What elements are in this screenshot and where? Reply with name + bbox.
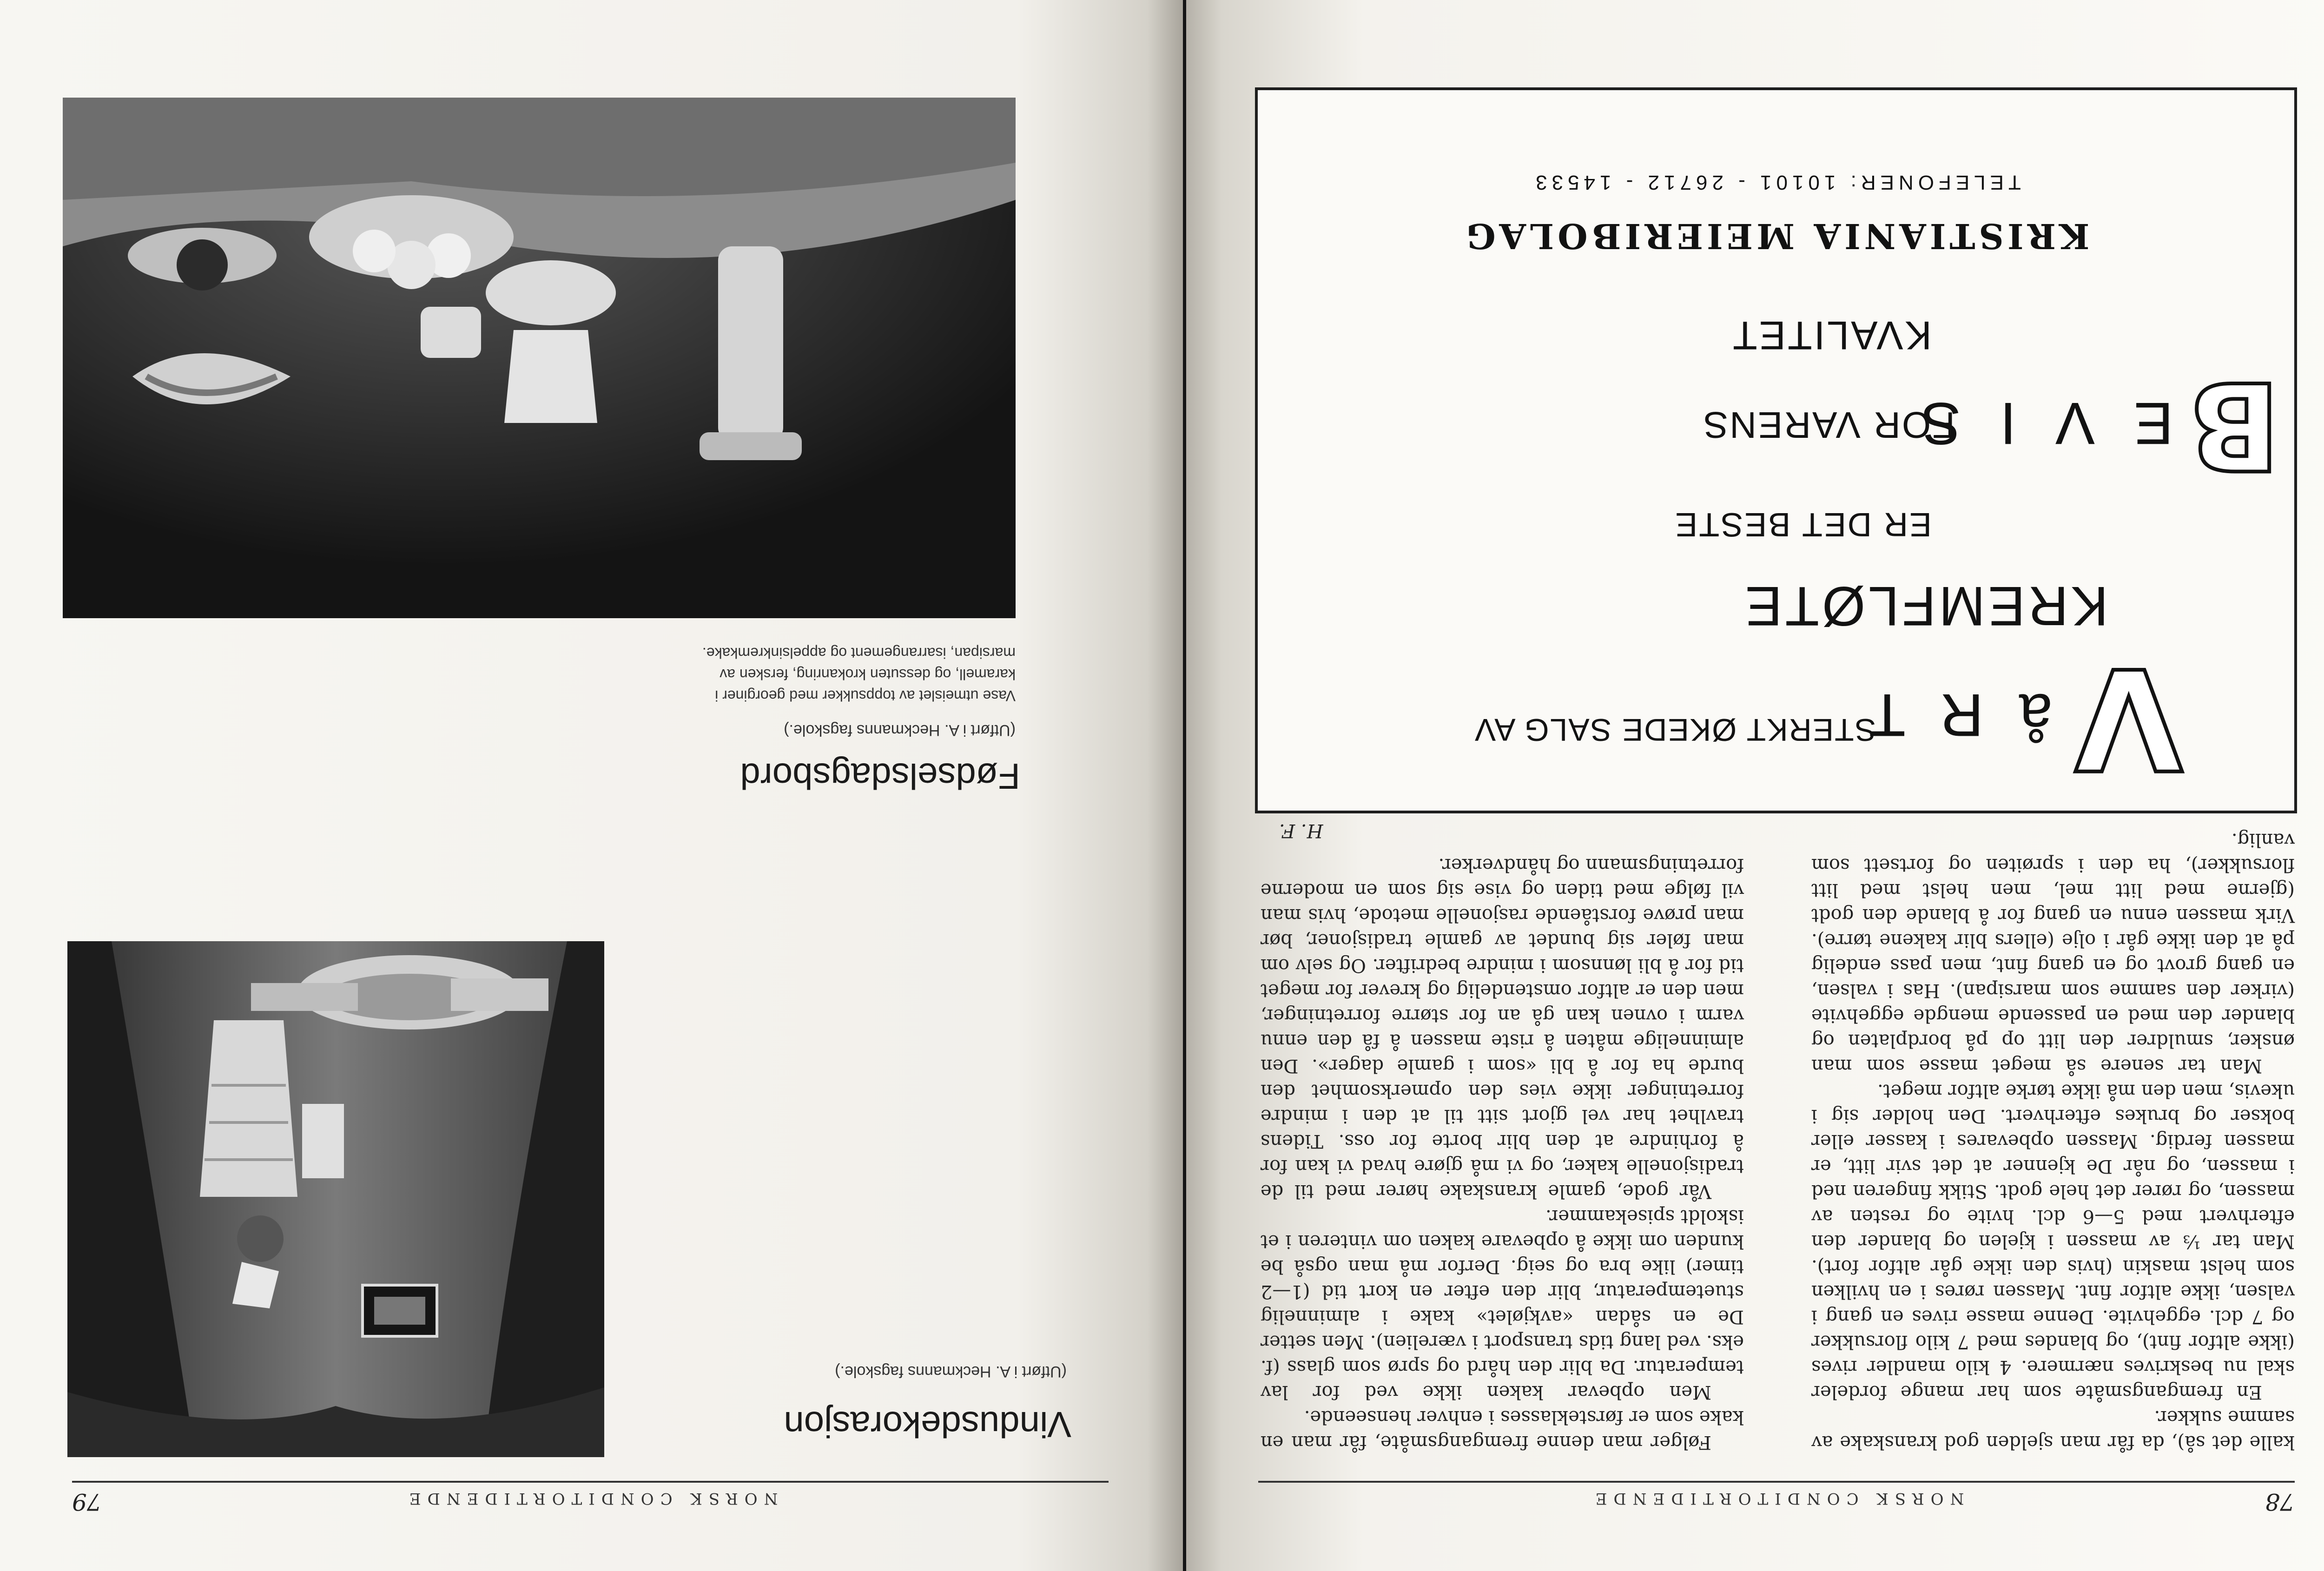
photo2-description: Vase utmeislet av toppsukker med georginer i karamell, og dessuten krokanring, fersken av marsipan, isarrangement og appelsinkremkake. [702, 645, 1016, 704]
ad-kvalitet: KVALITET [1731, 313, 1932, 357]
paragraph: kalle det så), da får man sjelden god kranskake av samme sukker. [1811, 1406, 2295, 1453]
paragraph: En fremgangsmåte som har mange fordeler skal nu beskrives nærmere. 4 kilo mandler rives (ikke altfor fint), og blandes med 7 kilo florsukker og 7 dcl. eggehvite. Denne masse rives en gang i valsen, ikke altfor fint. Massen røres i en hvilken som helst maskin (hvis den ikke går altfor fort). Man tar ⅓ av massen i kjelen og blander den efterhvert med 5—6 dcl. hvite og resten av massen, og rører det hele godt. Stikk fingeren ned i massen, og når De kjenner at det svir litt, er massen ferdig. Massen opbevares i kasser eller bokser og brukes efterhvert. Den holder sig i ukevis, men den må ikke tørke altfor meget. [1811, 1080, 2295, 1403]
photo-birthday-table [63, 98, 1016, 618]
ad-evis: E V I S [1910, 390, 2173, 456]
advertisement [1255, 87, 2297, 813]
paragraph: Vår gode, gamle kranskake hører med til de tradisjonelle kaker, og vi må gjøre hvad vi kan for å forhindre at den blir borte for oss. Tidens travlhet har vel gjort sitt til at den i mindre forretninger ikke vies den opmerksomhet den burde ha for å bli «som i gamle dager». Den alminnelige måten å riste massen å få den ennu varm i ovnen kan gå an for større forretninger, men den er altfor omstendelig og krever for meget tid for å bli lønnsom i mindre bedrifter. Og selv om man føler sig bundet av gamle tradisjoner, bør man prøve forstående rasjonelle metode, hvis man vil følge med tiden og vise sig som en moderne forretningsmann og håndverker. [1261, 854, 1744, 1202]
journal-title: NORSK CONDITORTIDENDE [1589, 1489, 1964, 1508]
paragraph: Men opbevar kaken ikke ved for lav temperatur. Da blir den hård og sprø som glass (f. eks. ved lang tids transport i værelien). Men setter De en sådan «avkjølet» kake i alminnelig stuetemperatur, blir den efter en kort tid (1—2 timer) like bra og seig. Derfor må man også be kunden om ikke å opbevare kaken om vinteren i et iskoldt spisekammer. [1261, 1206, 1744, 1403]
author-signature: H. F. [1279, 820, 1323, 841]
ad-for-varens: FOR VARENS [1702, 404, 1955, 446]
photo-window-decoration [67, 941, 604, 1457]
photo1-credit: (Utført i A. Heckmanns fagskole.) [835, 1363, 1067, 1380]
ad-kremflote: KREMFLØTE [1742, 575, 2108, 637]
ad-big-b: B [2184, 355, 2280, 495]
window-decoration-image [67, 941, 604, 1457]
photo1-title: Vindusdekorasjon [784, 1404, 1071, 1445]
page-number: 78 [2265, 1488, 2295, 1515]
ad-art-word: å R T [1859, 681, 2053, 749]
paragraph: Man tar senere så meget masse som man ønsker, smuldrer den litt op på bordplaten og blander den med en passende mengde eggehvite (virker den samme som marsipan). Has i valsen, en gang grovt og en gang fint, men pass endelig på at den ikke går i olje (ellers blir kakene tørre). Virk massen ennu en gang for å blande den godt (gjerne med litt mel, men helst med litt florsukker), ha den i sprøiten og fortsett som vanlig. [1811, 829, 2295, 1076]
ad-sterkt-line: STERKT ØKEDE SALG AV [1473, 712, 1876, 747]
birthday-table-image [63, 98, 1016, 618]
ad-big-v: V [2071, 637, 2183, 799]
photo2-title: Fødselsdagsbord [740, 756, 1020, 797]
ad-company: KRISTIANIA MEIERIBOLAG [1462, 216, 2090, 256]
running-header [1258, 1481, 2295, 1515]
photo2-credit: (Utført i A. Heckmanns fagskole.) [784, 721, 1016, 739]
page-78 [1186, 0, 2324, 1571]
ad-er-det-beste: ER DET BESTE [1674, 506, 1932, 543]
page-number: 79 [72, 1488, 102, 1515]
text-column-2 [1261, 818, 1744, 1455]
ad-phone: TELEFONER: 10101 - 26712 - 14533 [1531, 171, 2021, 194]
text-column-1 [1811, 827, 2295, 1455]
journal-title: NORSK CONDITORTIDENDE [403, 1489, 778, 1508]
paragraph: Følger man denne fremgangsmåte, får man en kake som er førsteklasses i enhver henseende. [1261, 1406, 1744, 1453]
running-header [72, 1481, 1109, 1515]
